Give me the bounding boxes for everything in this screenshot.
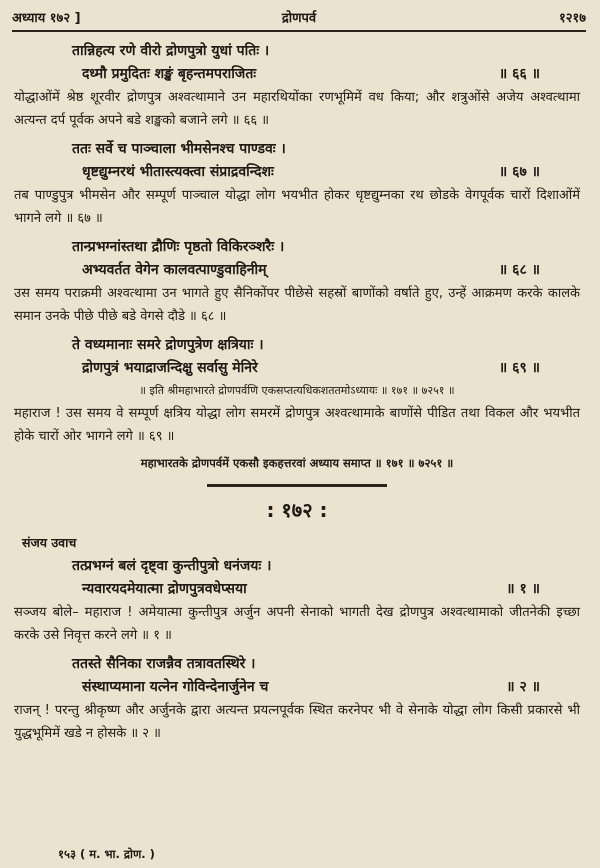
sanskrit-colophon: ॥ इति श्रीमहाभारते द्रोणपर्वणि एकसप्तत्यधिकशततमोऽध्यायः ॥ १७१ ॥ ७२५१ ॥ (139, 384, 455, 397)
chapter-marker: अध्याय १७२ ] (12, 11, 81, 26)
verse-number: ॥ २ ॥ (506, 679, 540, 695)
verse-text: अभ्यवर्तत वेगेन कालवत्पाण्डुवाहिनीम् (82, 262, 267, 278)
translation-67: तब पाण्डुपुत्र भीमसेन और सम्पूर्ण पाञ्चाल योद्धा लोग भयभीत होकर धृष्टद्युम्नका रथ छोडके वेगपूर्वक चारों दिशाओंमें भागने लगे ॥ ६७ ॥ (14, 188, 580, 226)
translation-68: उस समय पराक्रमी अश्वत्थामा उन भागते हुए सैनिकोंपर पीछेसे सहस्रों बाणोंको वर्षाते हुए, उन्हें आक्रमण करके कालके समान उनके पीछे पीछे बडे वेगसे दौडे ॥ ६८ ॥ (14, 286, 580, 324)
chapter-heading: : १७२ : (266, 498, 328, 522)
verse-line: ततः सर्वे च पाञ्चाला भीमसेनश्च पाण्डवः । (72, 141, 286, 157)
verse-line: तत्प्रभग्नं बलं दृष्ट्वा कुन्तीपुत्रो धनंजयः । (72, 558, 272, 574)
verse-68 (14, 236, 580, 282)
parva-title: द्रोणपर्व (281, 11, 317, 26)
verse-line (14, 357, 580, 380)
verse-line: तान्निहत्य रणे वीरो द्रोणपुत्रो युधां पतिः । (72, 43, 270, 59)
verse-66 (14, 40, 580, 86)
verse-line (14, 676, 580, 699)
hindi-colophon: महाभारतके द्रोणपर्वमें एकसौ इकहत्तरवां अध्याय समाप्त ॥ १७१ ॥ ७२५१ ॥ (140, 456, 454, 470)
verse-line (14, 161, 580, 184)
verse-67 (14, 138, 580, 184)
translation-66: योद्धाओंमें श्रेष्ठ शूरवीर द्रोणपुत्र अश्वत्थामाने उन महारथियोंका रणभूमिमें वध किया; और शत्रुओंसे अजेय अश्वत्थामा अत्यन्त दर्प पूर्वक अपने बडे शङ्खको बजाने लगे ॥ ६६ ॥ (14, 90, 580, 128)
verse-number: ॥ ६९ ॥ (498, 360, 540, 376)
verse-number: ॥ ६८ ॥ (498, 262, 540, 278)
verse-line: ततस्ते सैनिका राजन्नैव तत्रावतस्थिरे । (72, 656, 256, 672)
translation-2: राजन् ! परन्तु श्रीकृष्ण और अर्जुनके द्वारा अत्यन्त प्रयत्नपूर्वक स्थित करनेपर भी वे सेनाके योद्धा लोग किसी प्रकारसे भी युद्धभूमिमें खडे न होसके ॥ २ ॥ (14, 703, 580, 741)
verse-69 (14, 334, 580, 380)
verse-number: ॥ ६७ ॥ (498, 164, 540, 180)
verse-1 (14, 555, 580, 601)
verse-number: ॥ ६६ ॥ (498, 66, 540, 82)
translation-1: सञ्जय बोले– महाराज ! अमेयात्मा कुन्तीपुत्र अर्जुन अपनी सेनाको भागती देख द्रोणपुत्र अश्वत्थामाको जीतनेकी इच्छा करके उसे निवृत्त करने लगे ॥ १ ॥ (14, 605, 580, 643)
verse-text: द्रोणपुत्रं भयाद्राजन्दिक्षु सर्वासु मेनिरे (82, 360, 258, 376)
verse-text: न्यवारयदमेयात्मा द्रोणपुत्रवधेप्सया (82, 581, 247, 597)
verse-line: ते वध्यमानाः समरे द्रोणपुत्रेण क्षत्रियाः । (72, 337, 264, 353)
verse-line (14, 63, 580, 86)
page-number: १२१७ (558, 11, 586, 26)
verse-line (14, 259, 580, 282)
verse-text: दध्मौ प्रमुदितः शङ्खं बृहन्तमपराजितः (82, 66, 257, 82)
verse-2 (14, 653, 580, 699)
speaker-heading: संजय उवाच (22, 535, 77, 550)
verse-text: धृष्टद्युम्नरथं भीतास्त्यक्त्वा संप्राद्रवन्दिशः (82, 164, 274, 180)
translation-69: महाराज ! उस समय वे सम्पूर्ण क्षत्रिय योद्धा लोग समरमें द्रोणपुत्र अश्वत्थामाके बाणोंसे पीडित तथा विकल और भयभीत होके चारों ओर भागने लगे ॥ ६९ ॥ (14, 406, 580, 444)
verse-line (14, 578, 580, 601)
verse-number: ॥ १ ॥ (506, 581, 540, 597)
page-content (14, 40, 580, 751)
section-divider (207, 484, 387, 487)
signature-mark: १५३ ( म. भा. द्रोण. ) (58, 847, 155, 861)
verse-line: तान्प्रभग्नांस्तथा द्रौणिः पृष्ठतो विकिरञ्शरैः । (72, 239, 285, 255)
verse-text: संस्थाप्यमाना यत्नेन गोविन्देनार्जुनेन च (82, 679, 269, 695)
page-header (12, 4, 586, 32)
